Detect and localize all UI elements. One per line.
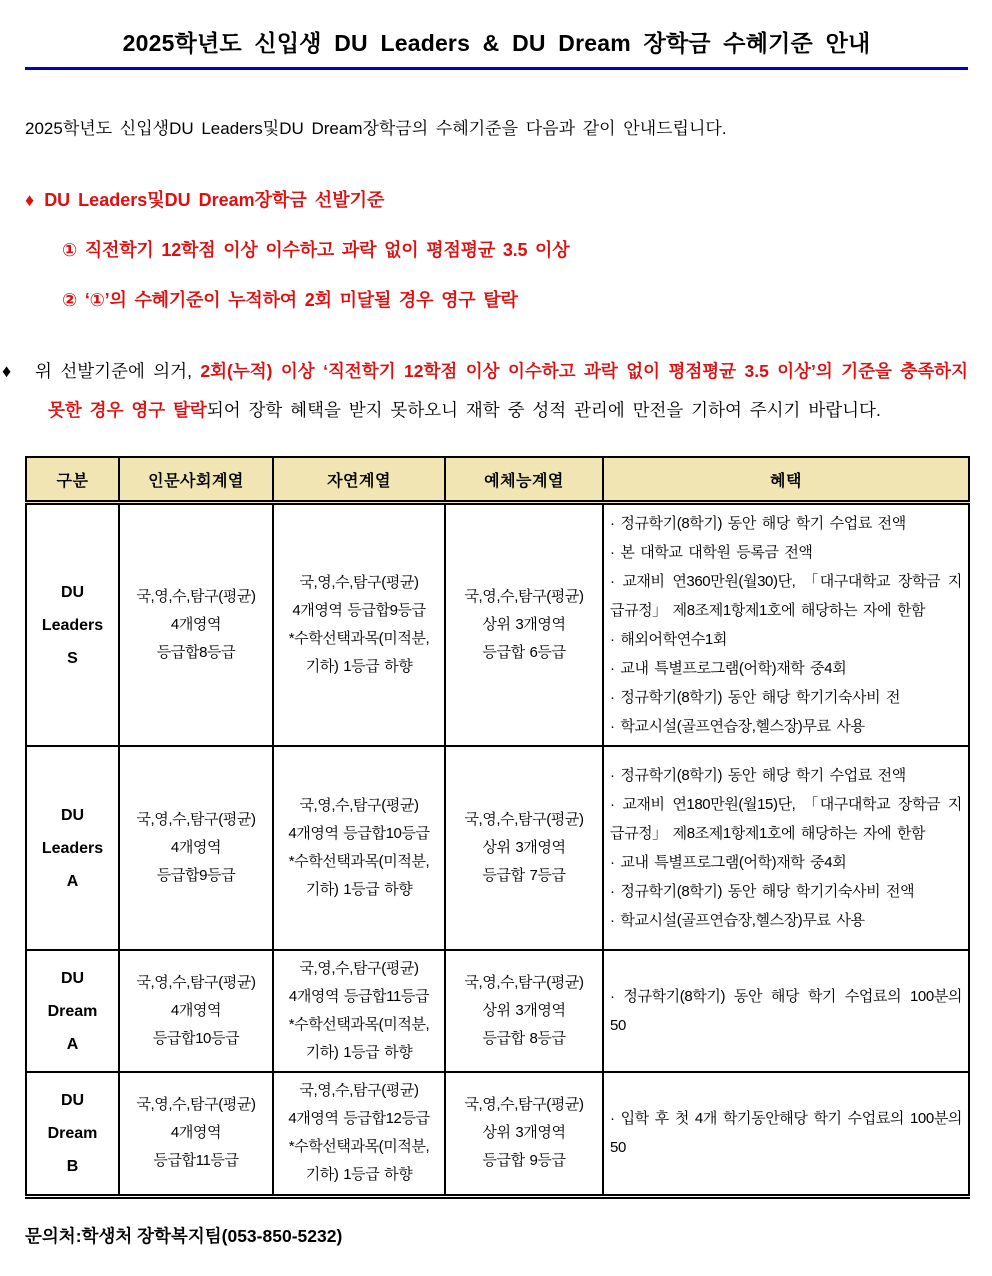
benefits-cell: · 정규학기(8학기) 동안 해당 학기 수업료 전액 · 본 대학교 대학원 등록금 전액 · 교재비 연360만원(월30)단, 「대구대학교 장학금 지급규정」 제8조제1항제1호에 해당하는 자에 한함 · 해외어학연수1회 · 교내 특별프로그램(어학)재학 중4회 · 정규학기(8학기) 동안 해당 학기기숙사비 전 · 학교시설(골프연습장,헬스장)무료 사용 [603,503,969,747]
criteria-heading-line [25,186,968,212]
humanities-criteria-cell: 국,영,수,탐구(평균) 4개영역 등급합9등급 [119,746,273,950]
page-title: 2025학년도 신입생 DU Leaders & DU Dream 장학금 수혜기준 안내 [122,30,871,56]
scholarship-name-cell: DU Dream B [26,1072,119,1196]
natural-sciences-criteria-cell: 국,영,수,탐구(평균) 4개영역 등급합10등급 *수학선택과목(미적분, 기하) 1등급 하향 [273,746,445,950]
criteria-heading: DU Leaders및DU Dream장학금 선발기준 [44,190,385,210]
arts-sports-criteria-cell: 국,영,수,탐구(평균) 상위 3개영역 등급합 6등급 [445,503,603,747]
notice-lead: 위 선발기준에 의거, [35,361,201,381]
notice-highlight: 2회(누적) 이상 ‘직전학기 12학점 이상 이수하고 과락 없이 평점평균 3.5 이상’의 기준을 충족하지 못한 경우 영구 탈락 [48,361,968,420]
table-row-du-dream-a [26,950,969,1072]
column-header-humanities: 인문사회계열 [119,457,273,503]
scholarship-criteria-table [25,456,970,1199]
arts-sports-criteria-cell: 국,영,수,탐구(평균) 상위 3개영역 등급합 8등급 [445,950,603,1072]
column-header-category: 구분 [26,457,119,503]
scholarship-name-cell: DU Leaders A [26,746,119,950]
selection-criteria-section [25,186,968,312]
column-header-benefits: 혜택 [603,457,969,503]
document-header [25,0,968,70]
scholarship-name-cell: DU Dream A [26,950,119,1072]
humanities-criteria-cell: 국,영,수,탐구(평균) 4개영역 등급합10등급 [119,950,273,1072]
benefits-cell: · 입학 후 첫 4개 학기동안해당 학기 수업료의 100분의 50 [603,1072,969,1196]
notice-tail: 되어 장학 혜택을 받지 못하오니 재학 중 성적 관리에 만전을 기하여 주시기 바랍니다. [206,400,881,420]
notice-paragraph: ♦ 위 선발기준에 의거, 2회(누적) 이상 ‘직전학기 12학점 이상 이수하고 과락 없이 평점평균 3.5 이상’의 기준을 충족하지 못한 경우 영구 탈락되어 장학 혜택을 받지 못하오니 재학 중 성적 관리에 만전을 기하여 주시기 바랍니다. [2,361,968,420]
column-header-natural-sciences: 자연계열 [273,457,445,503]
column-header-arts-sports: 예체능계열 [445,457,603,503]
arts-sports-criteria-cell: 국,영,수,탐구(평균) 상위 3개영역 등급합 9등급 [445,1072,603,1196]
table-row-du-leaders-s [26,503,969,747]
title-underline [25,67,968,70]
arts-sports-criteria-cell: 국,영,수,탐구(평균) 상위 3개영역 등급합 7등급 [445,746,603,950]
intro-text: 2025학년도 신입생DU Leaders및DU Dream장학금의 수혜기준을 다음과 같이 안내드립니다. [25,119,727,138]
natural-sciences-criteria-cell: 국,영,수,탐구(평균) 4개영역 등급합12등급 *수학선택과목(미적분, 기하) 1등급 하향 [273,1072,445,1196]
contact-info: 문의처:학생처 장학복지팀(053-850-5232) [25,1225,343,1246]
humanities-criteria-cell: 국,영,수,탐구(평균) 4개영역 등급합8등급 [119,503,273,747]
benefits-cell: · 정규학기(8학기) 동안 해당 학기 수업료의 100분의 50 [603,950,969,1072]
criteria-item-2: ② ‘①’의 수혜기준이 누적하여 2회 미달될 경우 영구 탈락 [62,290,518,310]
notice-section [2,352,968,430]
table-row-du-dream-b [26,1072,969,1196]
humanities-criteria-cell: 국,영,수,탐구(평균) 4개영역 등급합11등급 [119,1072,273,1196]
benefits-cell: · 정규학기(8학기) 동안 해당 학기 수업료 전액 · 교재비 연180만원(월15)단, 「대구대학교 장학금 지급규정」 제8조제1항제1호에 해당하는 자에 한함 · 교내 특별프로그램(어학)재학 중4회 · 정규학기(8학기) 동안 해당 학기기숙사비 전액 · 학교시설(골프연습장,헬스장)무료 사용 [603,746,969,950]
table-header-row [26,457,969,503]
table-row-du-leaders-a [26,746,969,950]
diamond-bullet-icon: ♦ [25,190,35,210]
natural-sciences-criteria-cell: 국,영,수,탐구(평균) 4개영역 등급합11등급 *수학선택과목(미적분, 기하) 1등급 하향 [273,950,445,1072]
criteria-item-1: ① 직전학기 12학점 이상 이수하고 과락 없이 평점평균 3.5 이상 [62,240,570,260]
natural-sciences-criteria-cell: 국,영,수,탐구(평균) 4개영역 등급합9등급 *수학선택과목(미적분, 기하) 1등급 하향 [273,503,445,747]
scholarship-name-cell: DU Leaders S [26,503,119,747]
